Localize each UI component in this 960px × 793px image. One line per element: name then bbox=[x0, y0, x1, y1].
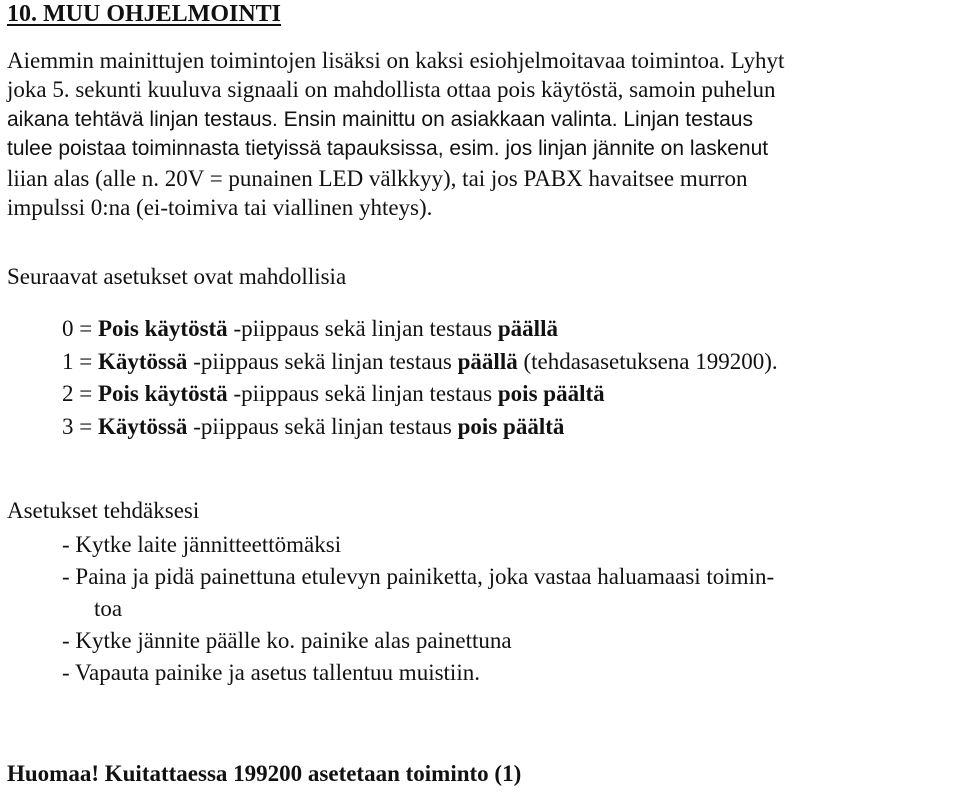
section-title: 10. MUU OHJELMOINTI bbox=[7, 1, 282, 27]
step-item: - Paina ja pidä painettuna etulevyn painiketta, joka vastaa haluamaasi toimin- bbox=[62, 564, 775, 589]
setting-option-3 bbox=[62, 411, 778, 444]
intro-line: aikana tehtävä linjan testaus. Ensin mainittu on asiakkaan valinta. Linjan testaus bbox=[7, 107, 753, 131]
intro-line: liian alas (alle n. 20V = punainen LED välkkyy), tai jos PABX havaitsee murron bbox=[7, 165, 748, 191]
setting-option-0 bbox=[62, 313, 778, 346]
step-item: - Kytke laite jännitteettömäksi bbox=[62, 532, 342, 557]
setting-mode: Käytössä bbox=[97, 413, 188, 439]
setting-state: päällä bbox=[457, 348, 518, 374]
setting-description: -piippaus sekä linjan testaus bbox=[227, 316, 498, 341]
settings-heading: Seuraavat asetukset ovat mahdollisia bbox=[7, 264, 347, 289]
setting-number: 0 = bbox=[62, 316, 98, 341]
intro-line: impulssi 0:na (ei-toimiva tai viallinen yhteys). bbox=[7, 195, 433, 221]
setting-number: 2 = bbox=[62, 381, 98, 406]
setting-description: -piippaus sekä linjan testaus bbox=[187, 413, 458, 439]
setting-state: pois päältä bbox=[457, 413, 565, 439]
setting-description: -piippaus sekä linjan testaus bbox=[227, 381, 498, 406]
step-item: - Vapauta painike ja asetus tallentuu muistiin. bbox=[62, 660, 480, 685]
setting-number: 3 = bbox=[62, 413, 98, 439]
setting-mode: Pois käytöstä bbox=[97, 381, 228, 406]
note-text: Huomaa! Kuitattaessa 199200 asetetaan toiminto (1) bbox=[7, 761, 522, 786]
setting-state: päällä bbox=[497, 316, 558, 341]
steps-heading: Asetukset tehdäksesi bbox=[7, 498, 200, 523]
setting-note: (tehdasasetuksena 199200). bbox=[517, 348, 778, 374]
intro-line: tulee poistaa toiminnasta tietyissä tapauksissa, esim. jos linjan jännite on laskenut bbox=[7, 137, 769, 161]
settings-list bbox=[62, 313, 778, 443]
setting-option-1 bbox=[62, 346, 778, 379]
setting-state: pois päältä bbox=[497, 381, 605, 406]
setting-number: 1 = bbox=[62, 348, 98, 374]
step-item-continuation: toa bbox=[94, 596, 123, 621]
intro-line: Aiemmin mainittujen toimintojen lisäksi on kaksi esiohjelmoitavaa toimintoa. Lyhyt bbox=[7, 48, 785, 73]
intro-line: joka 5. sekunti kuuluva signaali on mahdollista ottaa pois käytöstä, samoin puhelun bbox=[7, 77, 776, 103]
step-item: - Kytke jännite päälle ko. painike alas painettuna bbox=[62, 628, 512, 653]
setting-description: -piippaus sekä linjan testaus bbox=[187, 348, 458, 374]
setting-mode: Pois käytöstä bbox=[97, 316, 228, 341]
steps-list bbox=[62, 529, 774, 689]
intro-paragraph bbox=[7, 46, 957, 222]
setting-mode: Käytössä bbox=[97, 348, 188, 374]
setting-option-2 bbox=[62, 378, 778, 411]
